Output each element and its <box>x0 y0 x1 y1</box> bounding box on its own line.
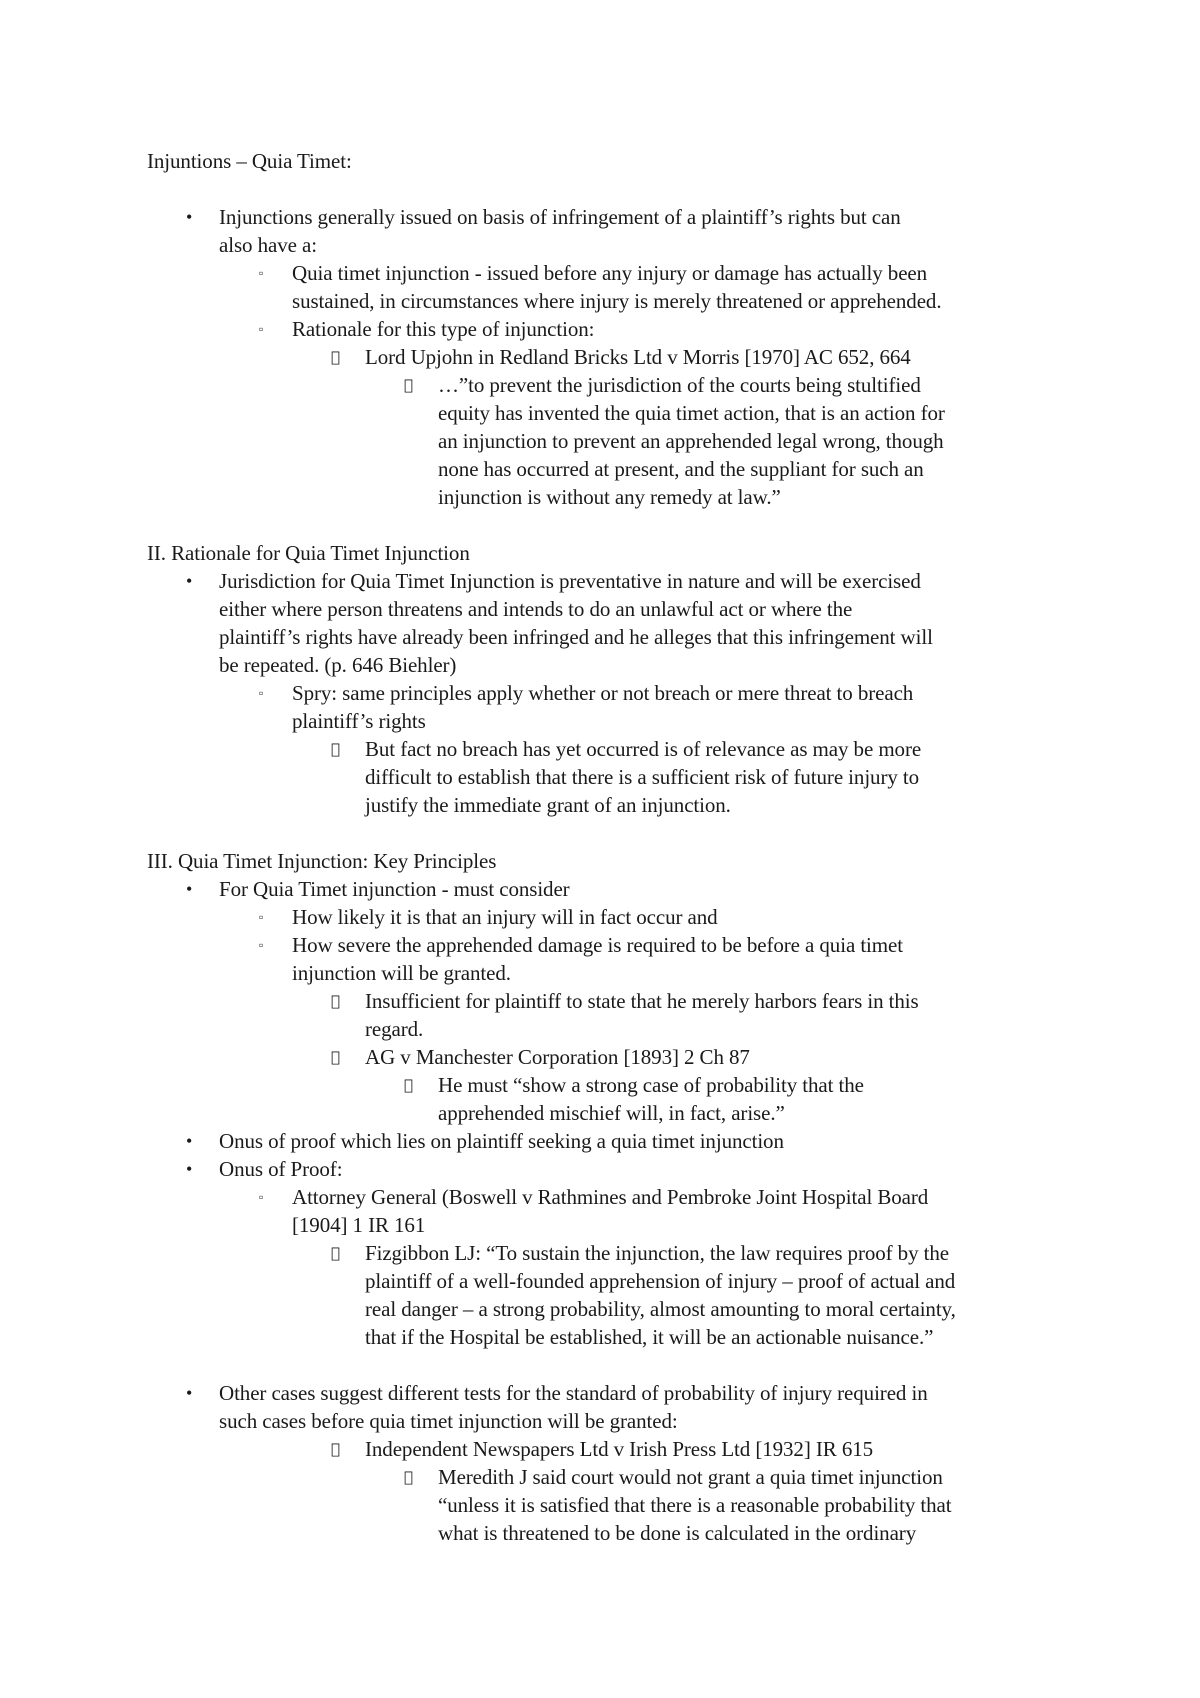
bullet-marker: • <box>186 571 193 591</box>
square-marker: ▫ <box>259 686 264 700</box>
missing-glyph-marker <box>404 1463 413 1491</box>
missing-glyph-marker <box>331 987 340 1015</box>
section2-bullet-line: either where person threatens and intends to do an unlawful act or where the <box>219 597 853 621</box>
intro-case-line: Lord Upjohn in Redland Bricks Ltd v Morris [1970] AC 652, 664 <box>365 345 911 369</box>
intro-quote-line: equity has invented the quia timet action, that is an action for <box>438 401 945 425</box>
section3-quote-line: what is threatened to be done is calculated in the ordinary <box>438 1521 917 1545</box>
bullet-marker: • <box>186 879 193 899</box>
intro-quote-line: injunction is without any remedy at law.” <box>438 485 781 509</box>
section3-sub-line: How likely it is that an injury will in fact occur and <box>292 905 718 929</box>
section2-detail-line: justify the immediate grant of an injunction. <box>365 793 731 817</box>
bullet-marker: • <box>186 1131 193 1151</box>
missing-glyph-marker <box>331 735 340 763</box>
section3-sub-line: How severe the apprehended damage is required to be before a quia timet <box>292 933 903 957</box>
section2-bullet-line: be repeated. (p. 646 Biehler) <box>219 653 457 677</box>
intro-quote-line: …”to prevent the jurisdiction of the courts being stultified <box>438 373 921 397</box>
missing-glyph-marker <box>331 1435 340 1463</box>
section3-detail-line: plaintiff of a well-founded apprehension of injury – proof of actual and <box>365 1269 956 1293</box>
section2-bullet-line: Jurisdiction for Quia Timet Injunction is preventative in nature and will be exercised <box>219 569 921 593</box>
section3-bullet-line: Onus of Proof: <box>219 1157 343 1181</box>
square-marker: ▫ <box>259 266 264 280</box>
bullet-marker: • <box>186 207 193 227</box>
intro-bullet-line: Injunctions generally issued on basis of infringement of a plaintiff’s rights but can <box>219 205 901 229</box>
section2-sub-line: Spry: same principles apply whether or not breach or mere threat to breach <box>292 681 914 705</box>
section3-sub-line: [1904] 1 IR 161 <box>292 1213 426 1237</box>
section2-detail-line: But fact no breach has yet occurred is of relevance as may be more <box>365 737 922 761</box>
section3-bullet-line: Other cases suggest different tests for the standard of probability of injury required in <box>219 1381 928 1405</box>
intro-bullet-line: also have a: <box>219 233 317 257</box>
intro-quote-line: none has occurred at present, and the suppliant for such an <box>438 457 924 481</box>
section3-detail-line: AG v Manchester Corporation [1893] 2 Ch 87 <box>365 1045 750 1069</box>
section3-detail-line: Independent Newspapers Ltd v Irish Press Ltd [1932] IR 615 <box>365 1437 874 1461</box>
section3-bullet-line: such cases before quia timet injunction will be granted: <box>219 1409 678 1433</box>
missing-glyph-marker <box>331 343 340 371</box>
section3-sub-line: injunction will be granted. <box>292 961 511 985</box>
section-heading: II. Rationale for Quia Timet Injunction <box>147 541 470 565</box>
bullet-marker: • <box>186 1383 193 1403</box>
section3-quote-line: apprehended mischief will, in fact, arise.” <box>438 1101 785 1125</box>
missing-glyph-marker <box>404 371 413 399</box>
section3-quote-line: “unless it is satisfied that there is a reasonable probability that <box>438 1493 952 1517</box>
square-marker: ▫ <box>259 938 264 952</box>
page-title: Injuntions – Quia Timet: <box>147 149 352 173</box>
section3-detail-line: real danger – a strong probability, almost amounting to moral certainty, <box>365 1297 956 1321</box>
section2-detail-line: difficult to establish that there is a sufficient risk of future injury to <box>365 765 920 789</box>
bullet-marker: • <box>186 1159 193 1179</box>
section2-sub-line: plaintiff’s rights <box>292 709 426 733</box>
section3-bullet-line: For Quia Timet injunction - must consider <box>219 877 570 901</box>
square-marker: ▫ <box>259 322 264 336</box>
intro-sub-line: Quia timet injunction - issued before any injury or damage has actually been <box>292 261 928 285</box>
missing-glyph-marker <box>404 1071 413 1099</box>
section3-detail-line: that if the Hospital be established, it will be an actionable nuisance.” <box>365 1325 934 1349</box>
section3-quote-line: Meredith J said court would not grant a quia timet injunction <box>438 1465 943 1489</box>
section3-detail-line: Insufficient for plaintiff to state that he merely harbors fears in this <box>365 989 919 1013</box>
missing-glyph-marker <box>331 1043 340 1071</box>
section3-detail-line: Fizgibbon LJ: “To sustain the injunction, the law requires proof by the <box>365 1241 949 1265</box>
section-heading: III. Quia Timet Injunction: Key Principles <box>147 849 497 873</box>
intro-quote-line: an injunction to prevent an apprehended legal wrong, though <box>438 429 944 453</box>
intro-sub-line: sustained, in circumstances where injury is merely threatened or apprehended. <box>292 289 942 313</box>
section3-bullet-line: Onus of proof which lies on plaintiff seeking a quia timet injunction <box>219 1129 784 1153</box>
intro-sub-line: Rationale for this type of injunction: <box>292 317 595 341</box>
section3-quote-line: He must “show a strong case of probability that the <box>438 1073 864 1097</box>
square-marker: ▫ <box>259 910 264 924</box>
section3-detail-line: regard. <box>365 1017 424 1041</box>
section3-sub-line: Attorney General (Boswell v Rathmines and Pembroke Joint Hospital Board <box>292 1185 929 1209</box>
section2-bullet-line: plaintiff’s rights have already been infringed and he alleges that this infringement will <box>219 625 933 649</box>
square-marker: ▫ <box>259 1190 264 1204</box>
missing-glyph-marker <box>331 1239 340 1267</box>
